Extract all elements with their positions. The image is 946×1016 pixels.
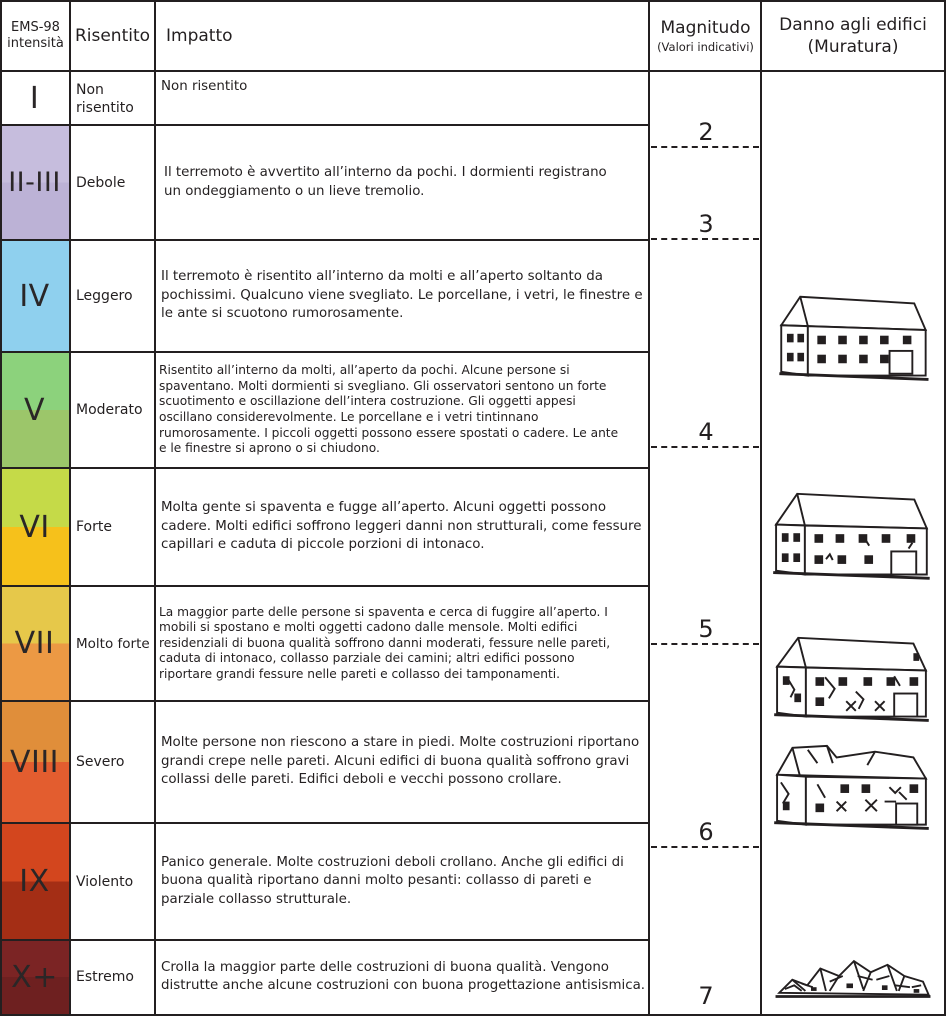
row-divider <box>0 939 649 941</box>
impact-text-ix: Panico generale. Molte costruzioni deboli crollano. Anche gli edifici di buona qualità riportano danni molto pesanti: collasso di pareti e parziale collasso strutturale. <box>161 854 624 907</box>
building-heavy-damage-icon <box>765 744 937 840</box>
impact-text-viii: Molte persone non riescono a stare in piedi. Molte costruzioni riportano grandi crepe nelle pareti. Alcuni edifici di buona qualità soffrono gravi collassi delle pareti. Edifici deboli e vecchi possono crollare. <box>161 735 640 788</box>
intensity-label-viii: VIII <box>9 744 60 780</box>
row-divider <box>0 700 649 702</box>
magnitude-marker-line <box>651 446 759 448</box>
impact-text-iv: Il terremoto è risentito all’interno da molti e all’aperto soltanto da pochissimi. Qualcuno viene svegliato. Le porcellane, i vetri, le finestre e le ante si scuotono rumorosamente. <box>161 269 643 322</box>
magnitude-marker-line <box>651 643 759 645</box>
felt-label-viii: Severo <box>76 754 125 770</box>
felt-label-ix: Violento <box>76 873 134 890</box>
magnitude-marker-line <box>651 238 759 240</box>
intensity-label-vii: VII <box>14 626 55 661</box>
header-ems-intensity <box>2 2 69 70</box>
felt-label-vi: Forte <box>76 519 112 535</box>
row-divider <box>0 124 649 126</box>
header-ems-label: EMS-98 <box>11 20 60 35</box>
intensity-label-ii-iii: II-III <box>8 167 61 198</box>
intensity-label-v: V <box>23 392 46 428</box>
impact-text-vii: La maggior parte delle persone si spaventa e cerca di fuggire all’aperto. I mobili si spostano e molti oggetti cadono dalle mensole. Molti edifici residenziali di buona qualità soffrono danni moderati, fessure nelle pareti, caduta di intonaco, collasso parziale dei camini; altri edifici possono riportare grandi fessure nelle pareti e collasso dei tamponamenti. <box>159 604 611 681</box>
intensity-label-iv: IV <box>19 278 50 314</box>
col-divider-1 <box>69 0 71 1016</box>
magnitude-value: 6 <box>698 818 714 846</box>
header-ems-sublabel: intensità <box>7 36 64 51</box>
magnitude-marker-line <box>651 846 759 848</box>
row-divider <box>0 351 649 353</box>
impact-text-v: Risentito all’interno da molti, all’aperto da pochi. Alcune persone si spaventano. Molti dormienti si svegliano. Gli osservatori sentono un forte scuotimento e oscillazione dell’intera costruzione. Gli oggetti appesi oscillano considerevolmente. Le porcellane e i vetri tintinnano rumorosamente. I piccoli oggetti possono essere spostati o cadere. Le ante e le finestre si aprono o si chiudono. <box>159 363 619 456</box>
building-moderate-damage-icon <box>765 634 937 730</box>
felt-label-iv: Leggero <box>76 288 133 304</box>
felt-label-x: Estremo <box>76 969 134 985</box>
building-slight-damage-icon <box>764 490 936 586</box>
row-divider <box>0 467 649 469</box>
col-divider-4 <box>760 0 762 1016</box>
col-divider-3 <box>648 0 650 1016</box>
intensity-label-ix: IX <box>19 864 50 899</box>
intensity-label-x: X+ <box>11 959 58 995</box>
magnitude-value: 7 <box>698 982 714 1010</box>
felt-label-vii: Molto forte <box>76 635 150 652</box>
border-top <box>0 0 946 2</box>
felt-label-ii-iii: Debole <box>76 174 126 191</box>
header-damage-sublabel: (Muratura) <box>807 37 899 57</box>
building-intact-icon <box>770 292 935 387</box>
building-collapsed-icon <box>768 948 938 1004</box>
header-magnitude <box>650 2 761 70</box>
felt-label-v: Moderato <box>76 402 143 418</box>
row-divider <box>0 239 649 241</box>
impact-text-ii-iii: Il terremoto è avvertito all’interno da pochi. I dormienti registrano un ondeggiamento o un lieve tremolio. <box>164 165 607 199</box>
row-divider <box>0 585 649 587</box>
magnitude-value: 4 <box>698 418 714 446</box>
header-magnitude-sublabel: (Valori indicativi) <box>657 40 754 54</box>
header-impact: Impatto <box>166 26 233 46</box>
magnitude-value: 5 <box>698 615 714 643</box>
header-felt: Risentito <box>74 26 151 46</box>
row-divider <box>0 822 649 824</box>
magnitude-value: 3 <box>698 210 714 238</box>
header-divider <box>0 70 946 72</box>
intensity-label-i: I <box>29 81 40 116</box>
header-damage-label: Danno agli edifici <box>779 15 927 35</box>
intensity-label-vi: VI <box>19 509 50 545</box>
impact-text-x: Crolla la maggior parte delle costruzioni di buona qualità. Vengono distrutte anche alcune costruzioni con buona progettazione antisismica. <box>161 959 646 993</box>
felt-label-i: Non risentito <box>76 82 134 116</box>
border-left <box>0 0 2 1016</box>
header-magnitude-label: Magnitudo <box>660 18 751 38</box>
magnitude-marker-line <box>651 146 759 148</box>
header-damage <box>762 2 944 70</box>
impact-text-vi: Molta gente si spaventa e fugge all’aperto. Alcuni oggetti possono cadere. Molti edifici soffrono leggeri danni non strutturali, come fessure capillari e caduta di piccole porzioni di intonaco. <box>161 500 642 553</box>
col-divider-2 <box>154 0 156 1016</box>
impact-text-i: Non risentito <box>161 79 248 94</box>
magnitude-value: 2 <box>698 118 714 146</box>
